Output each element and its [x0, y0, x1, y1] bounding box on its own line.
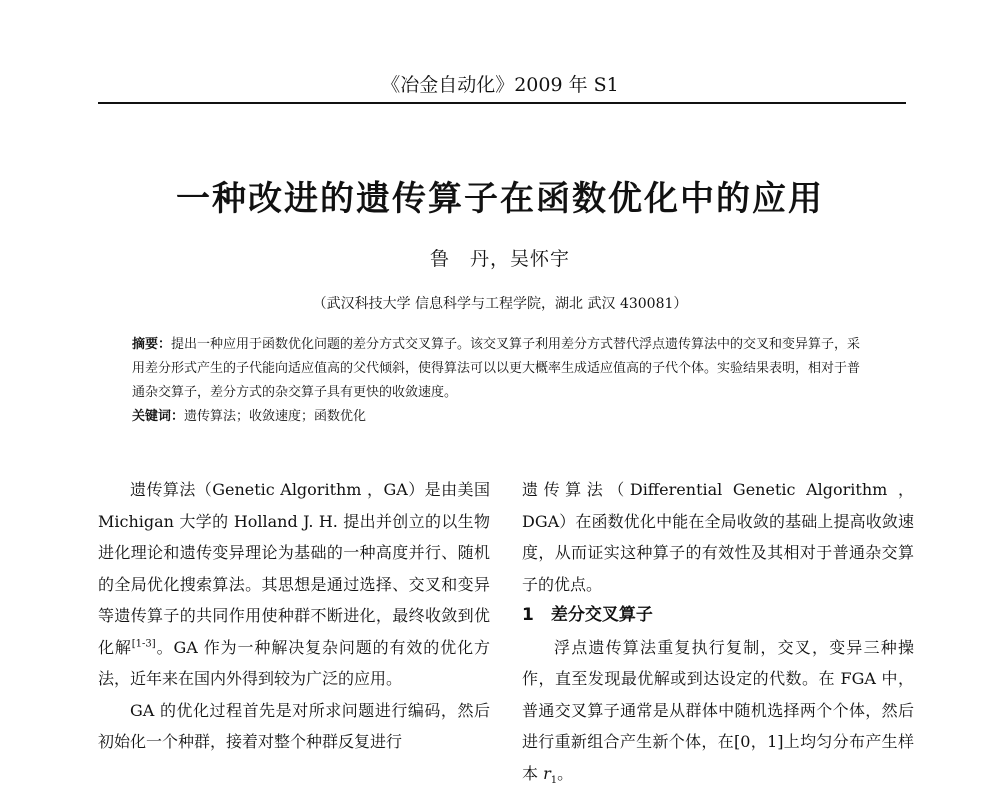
left-p1-text: 遗传算法（Genetic Algorithm ，GA）是由美国 Michigan 大学的 Holland J. H. 提出并创立的以生物进化理论和遗传变异理论为基础的一种高度并行、随机的全局优化搜索算法。其思想是通过选择、交叉和变异等遗传算子的共同作用使种群不断进化，最终收敛到优化解 — [98, 480, 490, 657]
right-paragraph-1: 遗传算法（Differential Genetic Algorithm ，DGA）在函数优化中能在全局收敛的基础上提高收敛速度，从而证实这种算子的有效性及其相对于普通杂交算子的优点。 — [522, 474, 914, 600]
journal-header: 《冶金自动化》2009 年 S1 — [0, 70, 1000, 97]
paper-authors: 鲁 丹，吴怀宇 — [0, 244, 1000, 271]
right-paragraph-2 — [522, 632, 914, 789]
right-p2-text: 浮点遗传算法重复执行复制，交叉，变异三种操作，直至发现最优解或到达设定的代数。在 FGA 中，普通交叉算子通常是从群体中随机选择两个个体，然后进行重新组合产生新个体，在[0，1]上均匀分布产生样本 — [522, 638, 914, 783]
abstract — [132, 333, 872, 405]
abstract-block — [132, 333, 872, 429]
right-column — [522, 474, 914, 789]
left-paragraph-2: GA 的优化过程首先是对所求问题进行编码，然后初始化一个种群，接着对整个种群反复进行 — [98, 695, 490, 758]
abstract-text: 提出一种应用于函数优化问题的差分方式交叉算子。该交叉算子利用差分方式替代浮点遗传算法中的交叉和变异算子，采用差分形式产生的子代能向适应值高的父代倾斜，使得算法可以以更大概率生成适应值高的子代个体。实验结果表明，相对于普通杂交算子，差分方式的杂交算子具有更快的收敛速度。 — [132, 337, 860, 400]
paper-affiliation: （武汉科技大学 信息科学与工程学院，湖北 武汉 430081） — [0, 293, 1000, 313]
variable-r: r — [543, 764, 551, 783]
right-p2-end: 。 — [557, 764, 573, 783]
left-column — [98, 474, 490, 758]
keywords-label: 关键词： — [132, 409, 184, 424]
variable-subscript: 1 — [551, 775, 557, 786]
left-paragraph-1 — [98, 474, 490, 695]
keywords — [132, 405, 872, 429]
citation-ref: [1-3] — [132, 638, 156, 649]
paper-title: 一种改进的遗传算子在函数优化中的应用 — [0, 171, 1000, 220]
keywords-text: 遗传算法；收敛速度；函数优化 — [184, 409, 366, 424]
abstract-label: 摘要： — [132, 337, 171, 352]
left-p1-text-end: 。GA 作为一种解决复杂问题的有效的优化方法，近年来在国内外得到较为广泛的应用。 — [98, 638, 490, 689]
header-rule — [98, 102, 906, 104]
section-1-heading: 1 差分交叉算子 — [522, 600, 914, 632]
